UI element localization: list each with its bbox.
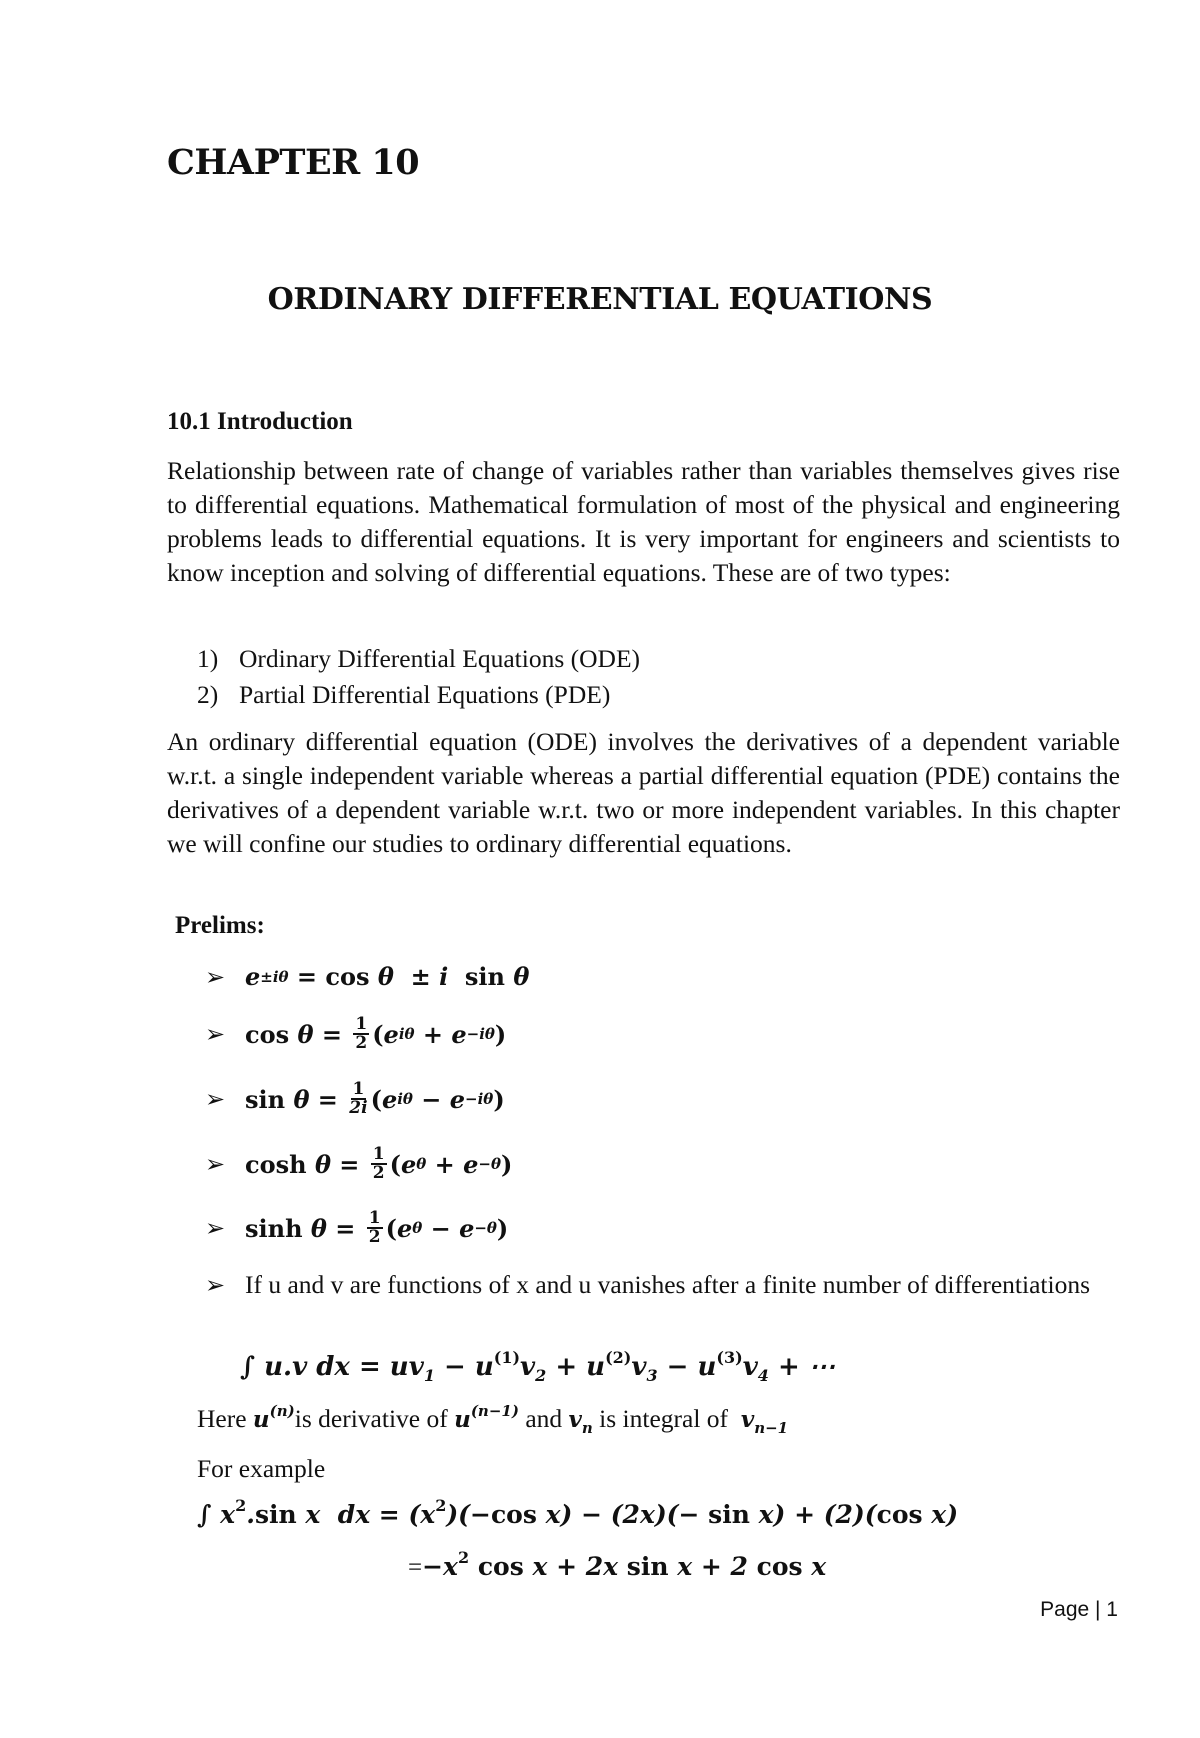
list-number: 2) [197, 680, 219, 709]
ode-definition-paragraph: An ordinary differential equation (ODE) involves the derivatives of a dependent variable w.r.t. a single independent variable whereas a partial differential equation (PDE) contains the derivatives of a dependent variable w.r.t. two or more independent variables. In this chapter we will confine our studies to ordinary differential equations. [167, 727, 1120, 858]
formula-sinh [205, 1210, 508, 1246]
intro-paragraph: Relationship between rate of change of variables rather than variables themselves gives rise to differential equations. Mathematical formulation of most of the physical and engineering problems leads to differential equations. It is very important for engineers and scientists to know inception and solving of differential equations. These are of two types: [167, 456, 1120, 587]
and-text: and [525, 1404, 563, 1433]
equation-types-list [197, 641, 640, 713]
formula-cosh [205, 1146, 512, 1182]
arrow-bullet-icon: ➢ [205, 1150, 226, 1178]
list-item [197, 641, 640, 677]
derivative-text: is derivative of [294, 1404, 448, 1433]
integration-condition [205, 1268, 1120, 1302]
list-label: Ordinary Differential Equations (ODE) [239, 644, 641, 673]
example-integral-line2: $=-x^2$ cos x + 2x sin x + 2 cos x [408, 1548, 827, 1581]
arrow-bullet-icon: ➢ [205, 1085, 226, 1113]
formula-sin [205, 1081, 505, 1117]
list-item [197, 677, 640, 713]
example-integral-line1: ∫ $x^2.\sin$ x dx = $(x^2)(-\cos$ x) − (2x)(− sin x) + (2)(cos x) [197, 1496, 959, 1529]
notation-explanation: Here $u^{(n)}is$ derivative of $u^{(n-1)}$ and $v_n$ is integral of $v_{n-1}$ [197, 1402, 789, 1437]
list-number: 1) [197, 644, 219, 673]
formula-math: cos θ = $\frac{1}{2}$ ( e iθ + e −iθ ) [245, 1014, 507, 1053]
arrow-bullet-icon: ➢ [205, 962, 226, 991]
integral-text: is integral of [599, 1404, 729, 1433]
list-label: Partial Differential Equations (PDE) [239, 680, 611, 709]
formula-math: sin θ = $\frac{1}{2i}$ ( e iθ − e −iθ ) [245, 1079, 505, 1118]
formula-math: e ±iθ = cos θ ± i sin θ [245, 962, 530, 991]
page-number: Page | 1 [1040, 1598, 1118, 1621]
arrow-bullet-icon: ➢ [205, 1020, 226, 1048]
formula-cos [205, 1016, 506, 1052]
integration-by-parts-formula: ∫ u.v dx = $uv_1 - u^{(1)}v_2 + u^{(2)}v_3 - u^{(3)}v_4$ + ⋯ [240, 1348, 835, 1385]
formula-math: cosh θ = $\frac{1}{2}$ ( e θ + e −θ ) [245, 1144, 513, 1183]
section-heading: 10.1 Introduction [167, 408, 353, 435]
formula-euler [205, 962, 529, 991]
arrow-bullet-icon: ➢ [205, 1271, 226, 1299]
arrow-bullet-icon: ➢ [205, 1214, 226, 1242]
for-example-label: For example [197, 1454, 326, 1483]
integration-condition-text: If u and v are functions of x and u vanishes after a finite number of differentiations [245, 1270, 1090, 1299]
here-prefix: Here [197, 1404, 247, 1433]
prelims-heading: Prelims: [175, 912, 265, 939]
chapter-label: CHAPTER 10 [167, 142, 420, 183]
formula-math: sinh θ = $\frac{1}{2}$ ( e θ − e −θ ) [245, 1208, 509, 1247]
chapter-title: ORDINARY DIFFERENTIAL EQUATIONS [267, 282, 933, 317]
